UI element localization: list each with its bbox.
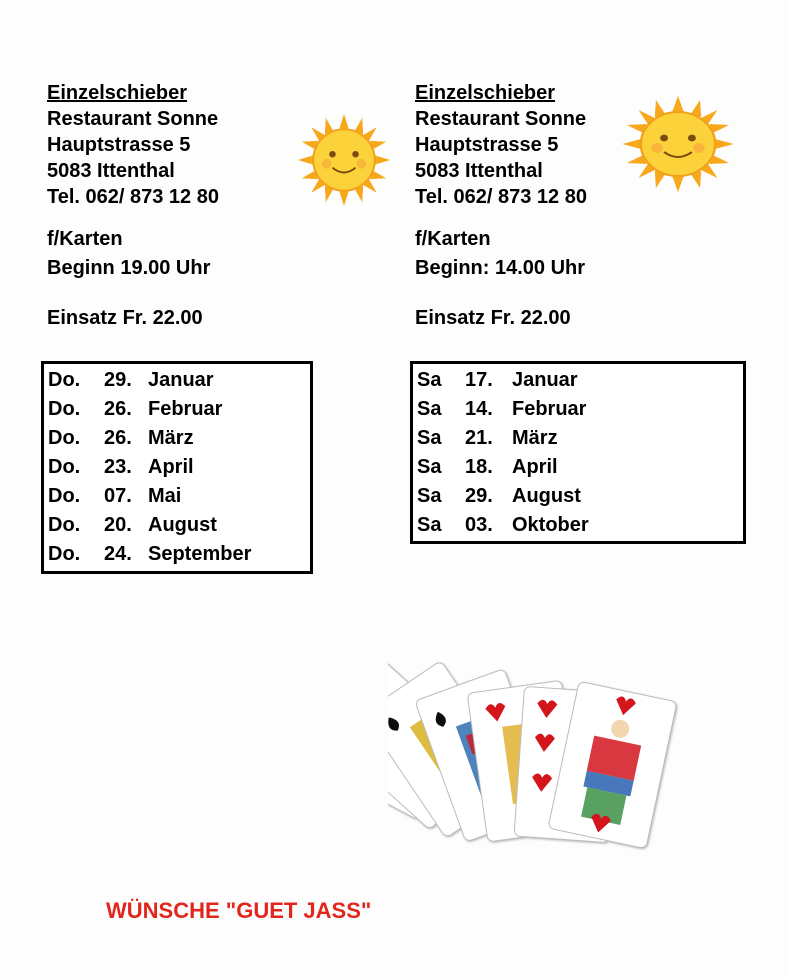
day: Sa — [417, 369, 442, 391]
venue-name: Restaurant Sonne — [47, 108, 219, 130]
table-row — [413, 424, 743, 453]
month: August — [512, 485, 581, 507]
day: Do. — [48, 456, 81, 478]
date-num: 03. — [465, 514, 493, 536]
month: September — [148, 543, 252, 565]
venue-phone: Tel. 062/ 873 12 80 — [415, 186, 587, 208]
venue-city: 5083 Ittenthal — [415, 160, 543, 182]
table-row — [44, 540, 310, 569]
day: Do. — [48, 427, 81, 449]
month: Februar — [148, 398, 223, 420]
table-row — [44, 482, 310, 511]
day: Sa — [417, 514, 442, 536]
start-time: Beginn 19.00 Uhr — [47, 257, 211, 279]
venue-phone: Tel. 062/ 873 12 80 — [47, 186, 219, 208]
day: Do. — [48, 485, 81, 507]
venue-city: 5083 Ittenthal — [47, 160, 175, 182]
day: Do. — [48, 514, 81, 536]
entry-fee: Einsatz Fr. 22.00 — [415, 307, 571, 329]
month: Oktober — [512, 514, 589, 536]
date-num: 26. — [104, 398, 132, 420]
month: März — [148, 427, 194, 449]
venue-street: Hauptstrasse 5 — [415, 134, 559, 156]
month: Januar — [148, 369, 214, 391]
month: Mai — [148, 485, 182, 507]
date-num: 29. — [465, 485, 493, 507]
table-row — [413, 366, 743, 395]
event-right — [415, 80, 587, 331]
table-row — [413, 395, 743, 424]
date-num: 21. — [465, 427, 493, 449]
entry-fee: Einsatz Fr. 22.00 — [47, 307, 203, 329]
date-num: 29. — [104, 369, 132, 391]
date-num: 26. — [104, 427, 132, 449]
day: Do. — [48, 398, 81, 420]
month: Februar — [512, 398, 587, 420]
table-row — [44, 395, 310, 424]
day: Do. — [48, 543, 81, 565]
day: Sa — [417, 427, 442, 449]
month: Januar — [512, 369, 578, 391]
table-row — [413, 453, 743, 482]
month: März — [512, 427, 558, 449]
month: April — [148, 456, 194, 478]
date-num: 20. — [104, 514, 132, 536]
table-row — [413, 482, 743, 511]
event-left — [47, 80, 219, 331]
date-num: 17. — [465, 369, 493, 391]
month: April — [512, 456, 558, 478]
table-row — [44, 453, 310, 482]
table-row — [44, 511, 310, 540]
venue-street: Hauptstrasse 5 — [47, 134, 191, 156]
date-num: 07. — [104, 485, 132, 507]
table-row — [44, 366, 310, 395]
month: August — [148, 514, 217, 536]
day: Do. — [48, 369, 81, 391]
day: Sa — [417, 398, 442, 420]
date-num: 18. — [465, 456, 493, 478]
date-num: 14. — [465, 398, 493, 420]
date-num: 24. — [104, 543, 132, 565]
cards-type: f/Karten — [47, 228, 123, 250]
closing-greeting: WÜNSCHE "GUET JASS" — [106, 898, 372, 923]
event-title: Einzelschieber — [47, 82, 188, 104]
table-row — [44, 424, 310, 453]
table-row — [413, 511, 743, 540]
sun-icon — [620, 94, 736, 194]
day: Sa — [417, 485, 442, 507]
event-title: Einzelschieber — [415, 82, 556, 104]
dates-table-right — [410, 361, 746, 544]
day: Sa — [417, 456, 442, 478]
dates-table-left — [41, 361, 313, 574]
venue-name: Restaurant Sonne — [415, 108, 587, 130]
playing-cards-image — [388, 630, 684, 862]
date-num: 23. — [104, 456, 132, 478]
cards-type: f/Karten — [415, 228, 491, 250]
start-time: Beginn: 14.00 Uhr — [415, 257, 586, 279]
sun-icon — [296, 112, 392, 208]
